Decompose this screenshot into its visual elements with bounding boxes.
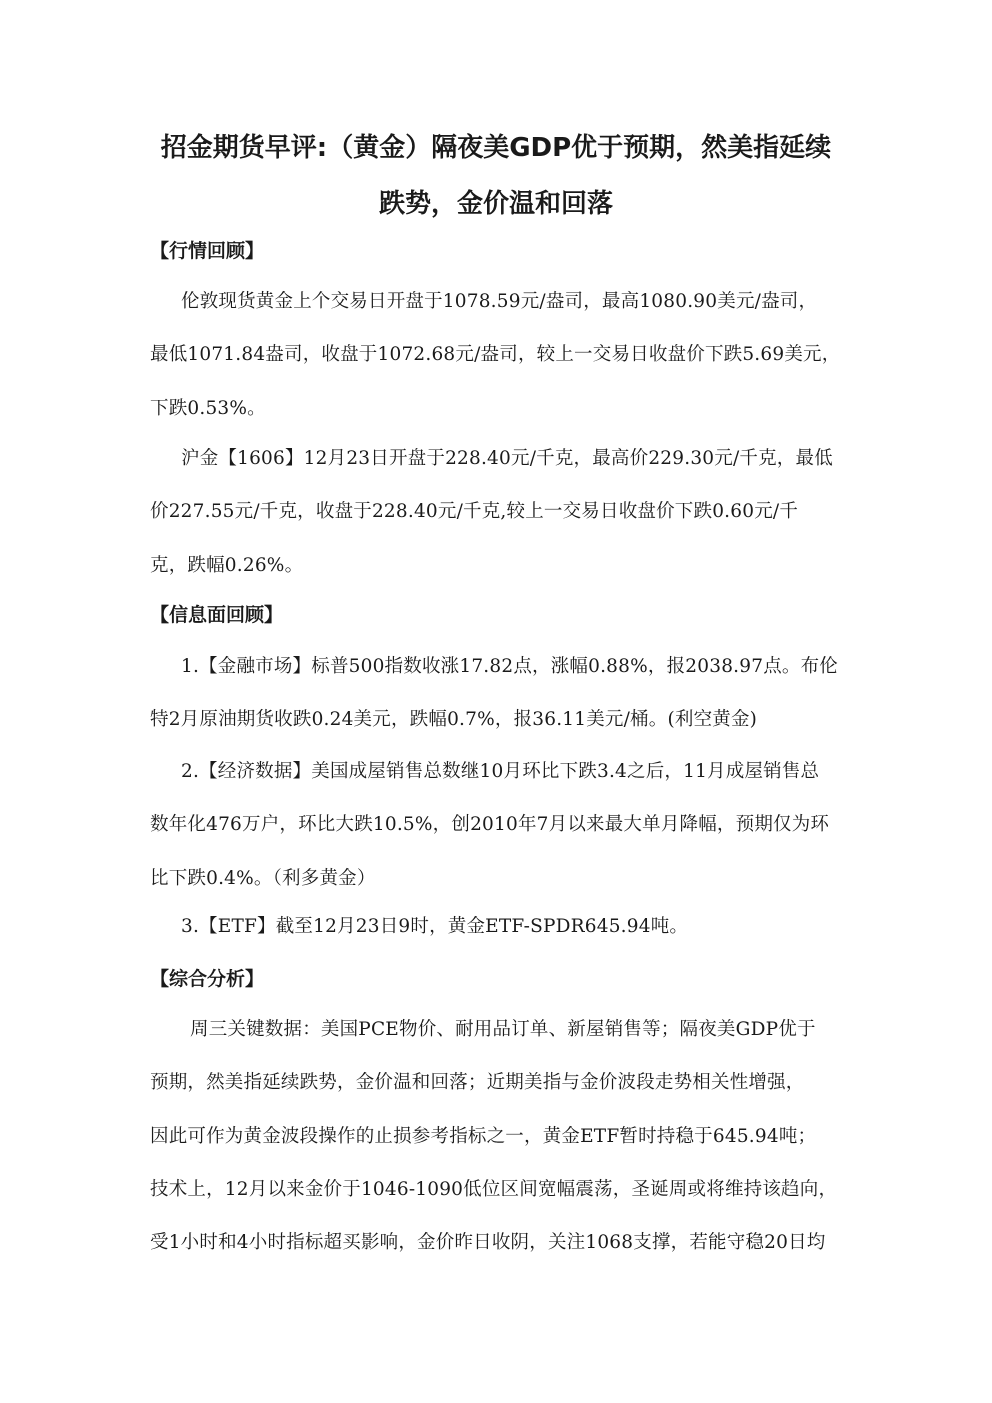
- paragraph-line: 特2月原油期货收跌0.24美元，跌幅0.7%，报36.11美元/桶。(利空黄金): [150, 709, 758, 731]
- paragraph-line: 技术上，12月以来金价于1046-1090低位区间宽幅震荡，圣诞周或将维持该趋向，: [150, 1178, 838, 1200]
- title-line-1: 招金期货早评:（黄金）隔夜美GDP优于预期，然美指延续: [160, 133, 832, 163]
- paragraph-london-gold: [150, 275, 842, 435]
- paragraph-line: 比下跌0.4%。（利多黄金）: [150, 867, 376, 889]
- paragraph-line: 克，跌幅0.26%。: [150, 554, 304, 576]
- info-item-etf: [150, 900, 842, 953]
- info-item-economic-data: [150, 745, 842, 905]
- paragraph-line: 1.【金融市场】标普500指数收涨17.82点，涨幅0.88%，报2038.97点。布伦: [181, 656, 838, 677]
- paragraph-line: 预期，然美指延续跌势，金价温和回落；近期美指与金价波段走势相关性增强，: [150, 1072, 805, 1094]
- paragraph-shanghai-gold: [150, 432, 842, 592]
- paragraph-line: 价227.55元/千克，收盘于228.40元/千克,较上一交易日收盘价下跌0.60元/千: [150, 501, 799, 523]
- paragraph-line: 伦敦现货黄金上个交易日开盘于1078.59元/盎司，最高1080.90美元/盎司，: [181, 291, 818, 312]
- info-item-financial-markets: [150, 640, 842, 747]
- document-title: [150, 120, 842, 232]
- section-heading-info-review: 【信息面回顾】: [150, 604, 284, 626]
- title-line-2: 跌势，金价温和回落: [378, 189, 613, 219]
- paragraph-line: 下跌0.53%。: [150, 397, 266, 419]
- paragraph-line: 3.【ETF】截至12月23日9时，黄金ETF-SPDR645.94吨。: [181, 916, 689, 937]
- paragraph-line: 最低1071.84盎司，收盘于1072.68元/盎司，较上一交易日收盘价下跌5.69美元，: [150, 344, 841, 366]
- paragraph-line: 2.【经济数据】美国成屋销售总数继10月环比下跌3.4之后，11月成屋销售总: [181, 761, 820, 782]
- paragraph-analysis: [150, 1003, 842, 1269]
- section-heading-market-review: 【行情回顾】: [150, 240, 265, 262]
- paragraph-line: 因此可作为黄金波段操作的止损参考指标之一，黄金ETF暂时持稳于645.94吨；: [150, 1125, 817, 1147]
- paragraph-line: 沪金【1606】12月23日开盘于228.40元/千克，最高价229.30元/千克，最低: [181, 448, 833, 469]
- paragraph-line: 受1小时和4小时指标超买影响，金价昨日收阴，关注1068支撑，若能守稳20日均: [150, 1232, 826, 1254]
- paragraph-line: 数年化476万户，环比大跌10.5%，创2010年7月以来最大单月降幅，预期仅为环: [150, 814, 830, 836]
- paragraph-line: 周三关键数据：美国PCE物价、耐用品订单、新屋销售等；隔夜美GDP优于: [190, 1019, 816, 1040]
- section-heading-analysis: 【综合分析】: [150, 968, 265, 990]
